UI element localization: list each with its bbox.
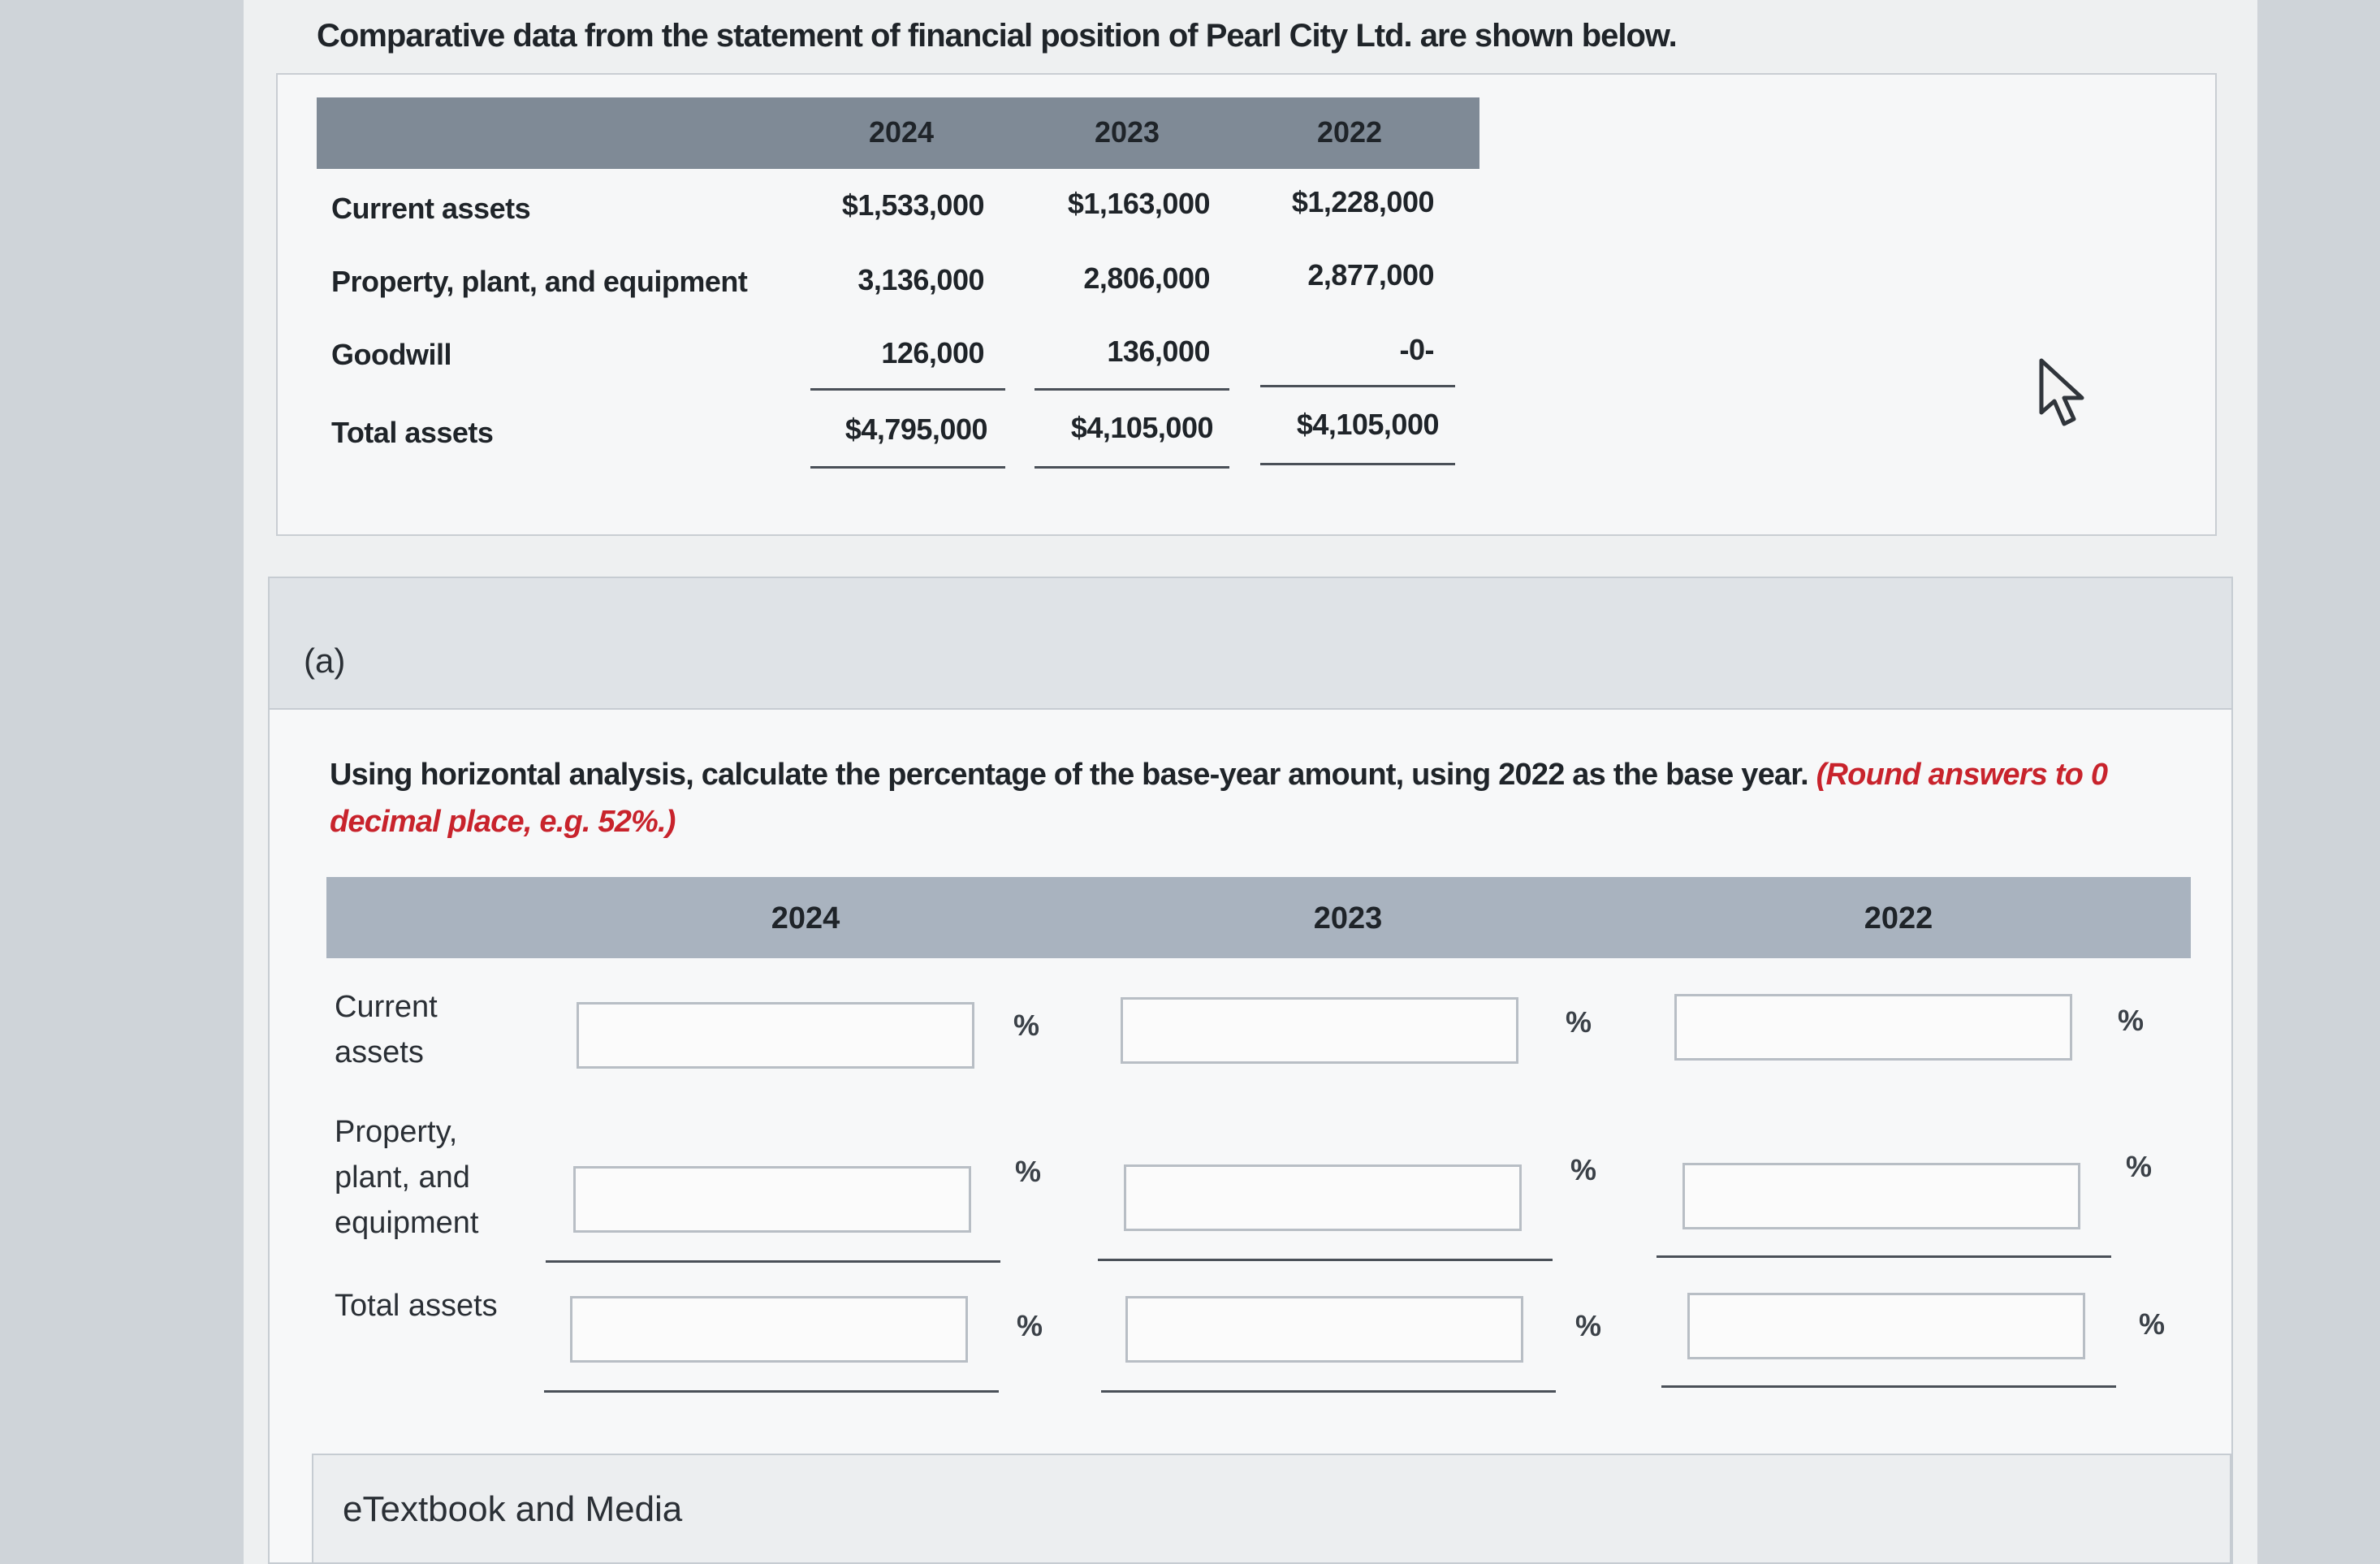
subtotal-underline-2024 (810, 388, 1005, 391)
row-label-current-assets: Current assets (331, 192, 531, 225)
answer-header-year-2024: 2024 (771, 901, 840, 935)
cell-goodwill-2022: -0- (1399, 333, 1434, 366)
answer-underline-ppe-2023 (1098, 1259, 1553, 1261)
part-label: (a) (304, 642, 346, 680)
answer-underline-ppe-2022 (1656, 1255, 2111, 1258)
question-text (330, 751, 2132, 845)
rounding-note: (Round answers to 0 decimal place, e.g. 52%.) (330, 758, 2108, 839)
cell-goodwill-2023: 136,000 (1107, 335, 1210, 368)
part-a-panel (268, 577, 2233, 1564)
ppe-2022-input[interactable] (1682, 1163, 2080, 1229)
cell-current-assets-2023: $1,163,000 (1067, 187, 1210, 220)
row-label-goodwill: Goodwill (331, 338, 451, 371)
answer-underline-total-2022 (1661, 1385, 2116, 1388)
etextbook-label: eTextbook and Media (343, 1489, 683, 1529)
data-header-year-2024: 2024 (868, 115, 935, 149)
current-assets-2022-input[interactable] (1674, 994, 2072, 1061)
cell-total-assets-2023: $4,105,000 (1070, 411, 1213, 444)
total-assets-2023-input[interactable] (1125, 1296, 1523, 1363)
subtotal-underline-2023 (1035, 388, 1229, 391)
intro-text: Comparative data from the statement of financial position of Pearl City Ltd. are shown below. (317, 18, 1677, 54)
answer-underline-total-2024 (544, 1390, 999, 1393)
row-label-ppe: Property, plant, and equipment (331, 265, 748, 298)
etextbook-and-media-link[interactable] (312, 1454, 2231, 1564)
data-header-year-2023: 2023 (1094, 115, 1160, 149)
ppe-2023-input[interactable] (1124, 1164, 1522, 1231)
cell-current-assets-2024: $1,533,000 (841, 188, 984, 222)
ppe-2024-input[interactable] (573, 1166, 971, 1233)
total-assets-2024-input[interactable] (570, 1296, 968, 1363)
percent-sign: % (1017, 1309, 1043, 1342)
percent-sign: % (1015, 1155, 1042, 1188)
answer-row-label-current-assets: Current assets (335, 990, 438, 1069)
total-assets-2022-input[interactable] (1687, 1293, 2085, 1359)
cell-current-assets-2022: $1,228,000 (1291, 185, 1434, 218)
row-label-total-assets: Total assets (331, 416, 494, 449)
answer-row-label-total-assets: Total assets (335, 1289, 498, 1323)
data-header-year-2022: 2022 (1316, 115, 1383, 149)
answer-underline-total-2023 (1101, 1390, 1556, 1393)
subtotal-underline-2022 (1260, 385, 1455, 387)
percent-sign: % (1570, 1153, 1597, 1186)
answer-row-label-ppe: Property, plant, and equipment (335, 1115, 479, 1240)
total-underline-2024 (810, 466, 1005, 469)
percent-sign: % (2139, 1307, 2166, 1341)
cell-ppe-2023: 2,806,000 (1083, 261, 1210, 295)
answer-header-year-2022: 2022 (1864, 901, 1933, 935)
percent-sign: % (1013, 1009, 1040, 1042)
cell-total-assets-2024: $4,795,000 (844, 413, 987, 446)
answer-header-year-2023: 2023 (1313, 901, 1383, 935)
question-instruction: Using horizontal analysis, calculate the percentage of the base-year amount, using 2022 as the base year. (330, 758, 1808, 792)
cell-goodwill-2024: 126,000 (881, 336, 984, 369)
percent-sign: % (1575, 1309, 1602, 1342)
mouse-pointer-icon (2037, 357, 2093, 434)
total-underline-2023 (1035, 466, 1229, 469)
current-assets-2023-input[interactable] (1121, 997, 1518, 1064)
cell-total-assets-2022: $4,105,000 (1296, 408, 1439, 441)
percent-sign: % (1566, 1005, 1592, 1039)
cell-ppe-2024: 3,136,000 (857, 263, 984, 296)
part-a-band (270, 578, 2231, 710)
current-assets-2024-input[interactable] (577, 1002, 974, 1069)
percent-sign: % (2118, 1004, 2145, 1037)
percent-sign: % (2126, 1150, 2153, 1183)
total-underline-2022 (1260, 463, 1455, 465)
answer-underline-ppe-2024 (546, 1260, 1000, 1263)
cell-ppe-2022: 2,877,000 (1307, 258, 1434, 292)
